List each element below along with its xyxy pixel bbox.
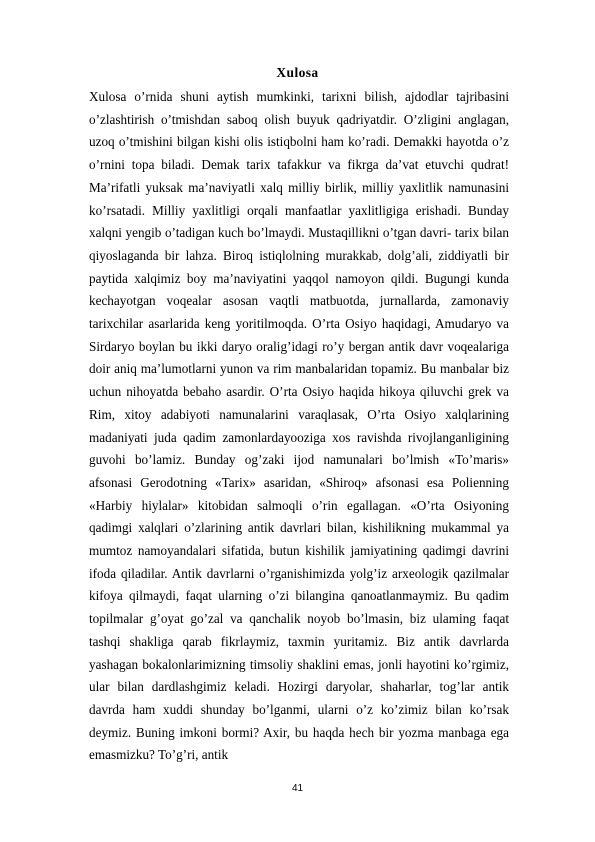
body-paragraph: Xulosa o’rnida shuni aytish mumkinki, tarixni bilish, ajdodlar tajribasini o’zlashtirish o’tmishdan saboq olish buyuk qadriyatdir. O’zligini anglagan, uzoq o’tmishini bilgan kishi olis istiqbolni ham ko’radi. Demakki hayotda o’z o’rnini topa biladi. Demak tarix tafakkur va fikrga da’vat etuvchi qudrat! Ma’rifatli yuksak ma’naviyatli xalq milliy birlik, milliy yaxlitlik namunasini ko’rsatadi. Milliy yaxlitligi orqali manfaatlar yaxlitligiga erishadi. Bunday xalqni yengib o’tadigan kuch bo’lmaydi. Mustaqillikni o’tgan davri- tarix bilan qiyoslaganda bir lahza. Biroq istiqlolning murakkab, dolg’ali, ziddiyatli bir paytida xalqimiz boy ma’naviyatini yaqqol namoyon qildi. Bugungi kunda kechayotgan voqealar asosan vaqtli matbuotda, jurnallarda, zamonaviy tarixchilar asarlarida keng yoritilmoqda. O’rta Osiyo haqidagi, Amudaryo va Sirdaryo boylan bu ikki daryo oralig’idagi ro’y bergan antik davr voqealariga doir aniq ma’lumotlarni yunon va rim manbalaridan topamiz. Bu manbalar biz uchun nihoyatda bebaho asardir. O’rta Osiyo haqida hikoya qiluvchi grek va Rim, xitoy adabiyoti namunalarini varaqlasak, O’rta Osiyo xalqlarining madaniyati juda qadim zamonlardayooziga xos ravishda rivojlanganligining guvohi bo’lamiz. Bunday og’zaki ijod namunalari bo’lmish «To’maris» afsonasi Gerodotning «Tarix» asaridan, «Shiroq» afsonasi esa Polienning «Harbiy hiylalar» kitobidan salmoqli o’rin egallagan. «O’rta Osiyoning qadimgi xalqlari o’zlarining antik davrlari bilan, kishilikning mukammal ya mumtoz namoyandalari sifatida, butun kishilik jamiyatining qadimgi davrini ifoda qiladilar. Antik davrlarni o’rganishimizda yolg’iz arxeologik qazilmalar kifoya qilmaydi, faqat ularning o’zi bilangina qanoatlanmaymiz. Bu qadim topilmalar g’oyat go’zal va qanchalik noyob bo’lmasin, biz ulаming faqat tashqi shakliga qarab fikrlaymiz, taxmin yuritamiz. Biz antik davrlarda yashagan bokalonlarimizning timsoliy shaklini emas, jonli hayotini ko’rgimiz, ular bilan dardlashgimiz keladi. Hozirgi daryolar, shaharlar, tog’lar antik davrda ham xuddi shunday bo’lganmi, ularni o’z ko’zimiz bilan ko’rsak deymiz. Buning imkoni bormi? Axir, bu haqda hech bir yozma manbaga ega emasmizku? To’g’ri, antik <box>89 89 509 763</box>
page-number: 41 <box>291 783 304 794</box>
section-title: Xulosa <box>276 65 319 80</box>
